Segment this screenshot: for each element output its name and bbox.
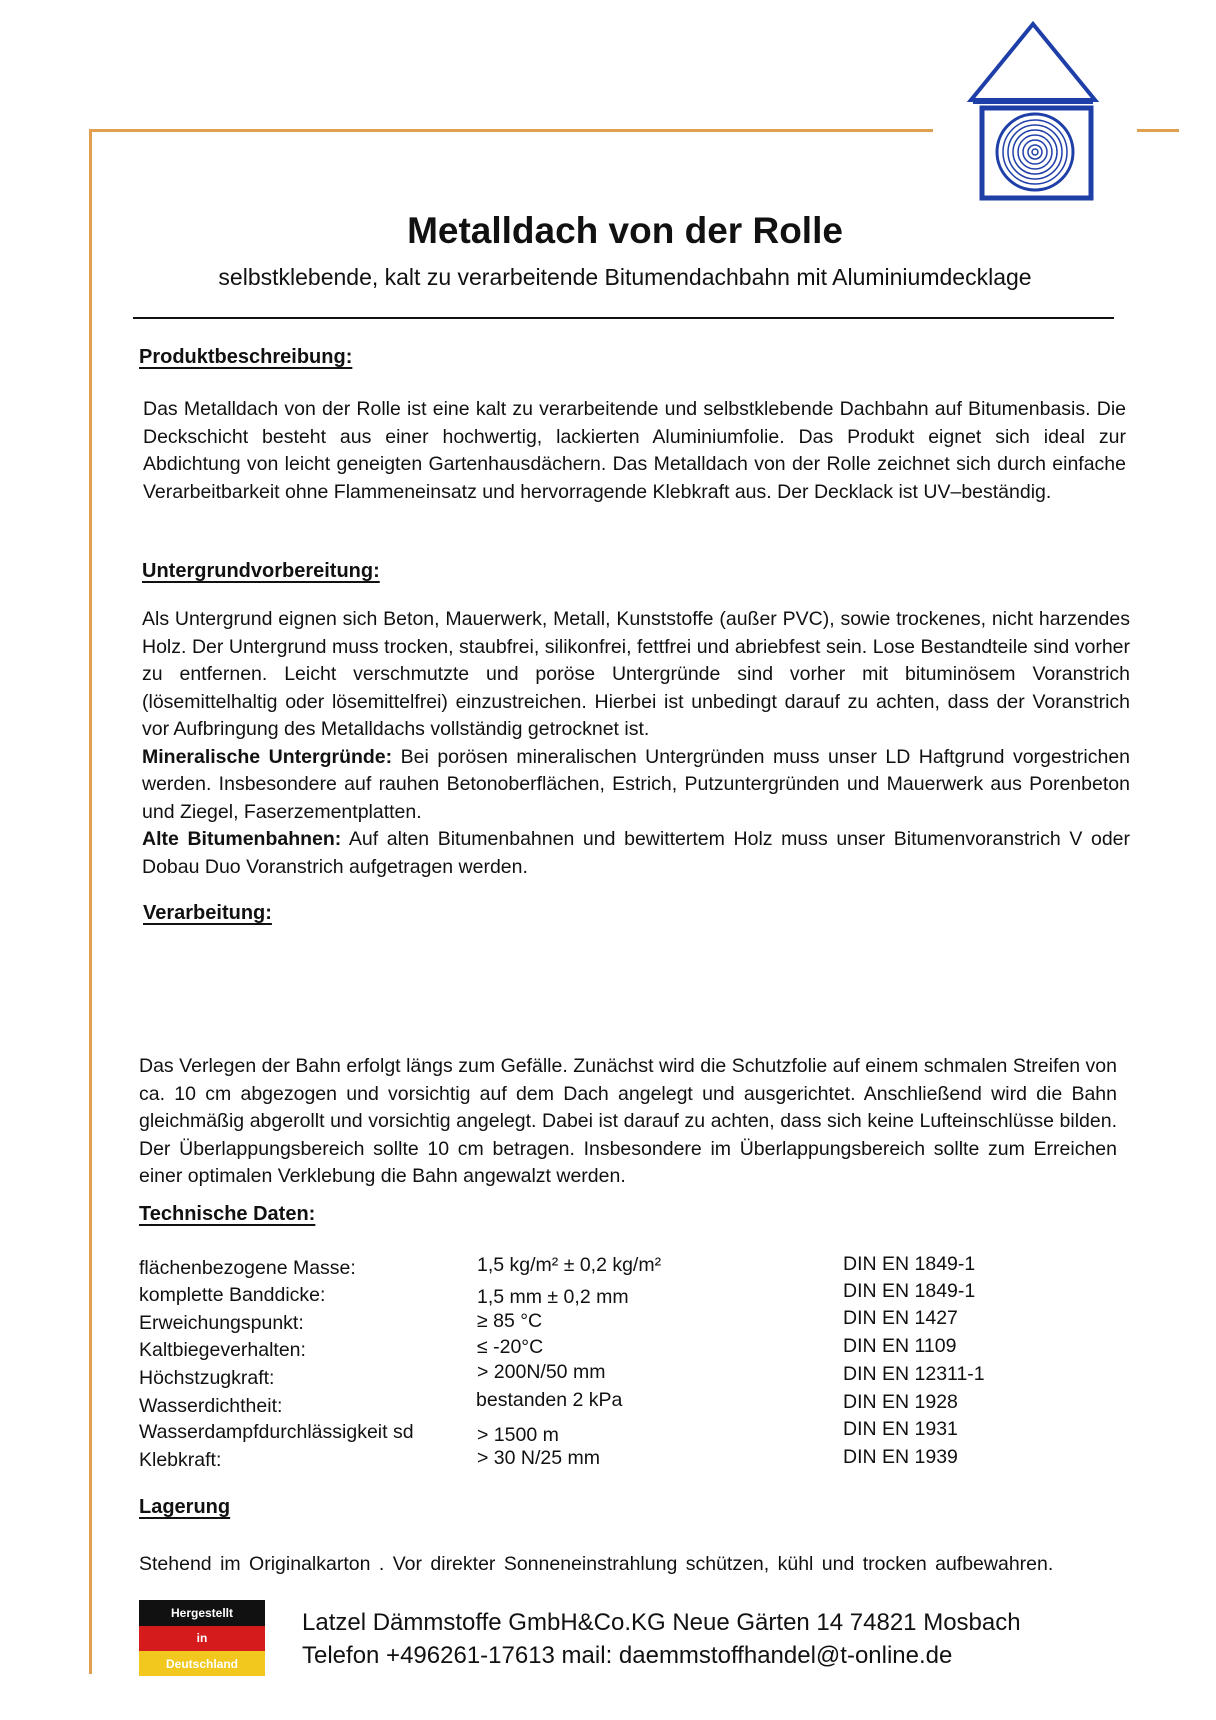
tech-norm: DIN EN 12311-1 [843, 1363, 985, 1385]
produktbeschreibung-text: Das Metalldach von der Rolle ist eine kalt zu verarbeitende und selbstklebende Dachbahn auf Bitumenbasis. Die Deckschicht besteht aus einer hochwertig, lackierten Aluminiumfolie. Das Produkt eignet sich ideal zur Abdichtung von leicht geneigten Gartenhausdächern. Das Metalldach von der Rolle zeichnet sich durch einfache Verarbeitbarkeit ohne Flammeneinsatz und hervorragende Klebkraft aus. Der Decklack ist UV–beständig. [143, 398, 1126, 503]
tech-norm: DIN EN 1849-1 [843, 1253, 976, 1275]
footer-contact: Telefon +496261-17613 mail: daemmstoffhandel@t-online.de [302, 1642, 953, 1669]
tech-value: ≤ -20°C [477, 1336, 544, 1358]
frame-line-top [89, 129, 933, 132]
frame-line-top-right [1137, 129, 1179, 132]
tech-label: flächenbezogene Masse: [139, 1257, 356, 1279]
tech-label: Wasserdichtheit: [139, 1395, 283, 1417]
badge-text-line2: in [196, 1631, 208, 1645]
tech-norm: DIN EN 1928 [843, 1391, 958, 1413]
mineral-label: Mineralische Untergründe: [142, 745, 393, 768]
tech-value: bestanden 2 kPa [476, 1389, 623, 1411]
tech-norm: DIN EN 1109 [843, 1335, 957, 1357]
tech-norm: DIN EN 1931 [843, 1418, 958, 1440]
tech-value: > 200N/50 mm [477, 1361, 606, 1383]
heading-verarbeitung: Verarbeitung: [143, 902, 272, 924]
heading-technische-daten: Technische Daten: [139, 1203, 316, 1225]
page-title: Metalldach von der Rolle [407, 210, 843, 251]
bitumen-label: Alte Bitumenbahnen: [142, 828, 342, 850]
untergrund-text: Als Untergrund eignen sich Beton, Mauerwerk, Metall, Kunststoffe (außer PVC), sowie trockenes, nicht harzendes Holz. Der Untergrund muss trocken, staubfrei, silikonfrei, fettfrei und abriebfest sein. Lose Bestandteile sind vorher zu entfernen. Leicht verschmutzte und poröse Untergründe sind vorher mit bituminösem Voranstrich (lösemittelhaltig oder lösemittelfrei) einzustreichen. Hierbei ist unbedingt darauf zu achten, dass der Voranstrich vor Aufbringung des Metalldachs vollständig getrocknet ist. [142, 608, 1130, 740]
tech-value: ≥ 85 °C [477, 1310, 543, 1332]
heading-produktbeschreibung: Produktbeschreibung: [139, 346, 353, 368]
tech-norm: DIN EN 1427 [843, 1307, 958, 1329]
badge-text-line1: Hergestellt [170, 1606, 234, 1620]
frame-line-left [89, 129, 92, 1674]
house-logo-icon [963, 18, 1103, 204]
heading-untergrundvorbereitung: Untergrundvorbereitung: [142, 560, 380, 582]
badge-text-line3: Deutschland [165, 1657, 238, 1671]
tech-norm: DIN EN 1939 [843, 1446, 958, 1468]
tech-value: > 1500 m [477, 1424, 559, 1446]
verarbeitung-text: Das Verlegen der Bahn erfolgt längs zum Gefälle. Zunächst wird die Schutzfolie auf einem schmalen Streifen von ca. 10 cm abgezogen und vorsichtig auf dem Dach angelegt und ausgerichtet. Anschließend wird die Bahn gleichmäßig abgerollt und vorsichtig angelegt. Dabei ist darauf zu achten, dass sich keine Lufteinschlüsse bilden. Der Überlappungsbereich sollte 10 cm betragen. Insbesondere im Überlappungsbereich sollte zum Erreichen einer optimalen Verklebung die Bahn angewalzt werden. [139, 1055, 1117, 1187]
title-divider [133, 317, 1114, 319]
tech-value: 1,5 kg/m² ± 0,2 kg/m² [477, 1254, 662, 1276]
mineral-text: Bei porösen mineralischen Untergründen muss unser LD Haftgrund vorgestrichen werden. Insbesondere auf rauhen Betonoberflächen, Estrich, Putzuntergründen und Mauerwerk aus Porenbeton und Ziegel, Faserzementplatten. [142, 745, 1131, 823]
footer-company: Latzel Dämmstoffe GmbH&Co.KG Neue Gärten 14 74821 Mosbach [302, 1609, 1021, 1636]
tech-label: komplette Banddicke: [139, 1284, 326, 1306]
tech-value: > 30 N/25 mm [477, 1447, 601, 1469]
tech-label: Klebkraft: [139, 1449, 222, 1471]
heading-lagerung: Lagerung [139, 1496, 231, 1518]
tech-label: Wasserdampfdurchlässigkeit sd [139, 1421, 414, 1443]
tech-label: Erweichungspunkt: [139, 1312, 304, 1334]
page-subtitle: selbstklebende, kalt zu verarbeitende Bitumendachbahn mit Aluminiumdecklage [218, 264, 1032, 290]
tech-label: Höchstzugkraft: [139, 1367, 275, 1389]
made-in-germany-badge [139, 1600, 265, 1676]
lagerung-text: Stehend im Originalkarton . Vor direkter Sonneneinstrahlung schützen, kühl und trocken aufbewahren. [139, 1553, 1054, 1575]
tech-value: 1,5 mm ± 0,2 mm [477, 1286, 629, 1308]
bitumen-text: Auf alten Bitumenbahnen und bewittertem Holz muss unser Bitumenvoranstrich V oder Dobau Duo Voranstrich aufgetragen werden. [142, 828, 1131, 878]
tech-label: Kaltbiegeverhalten: [139, 1339, 306, 1361]
tech-norm: DIN EN 1849-1 [843, 1280, 976, 1302]
untergrund-section [142, 606, 1130, 881]
